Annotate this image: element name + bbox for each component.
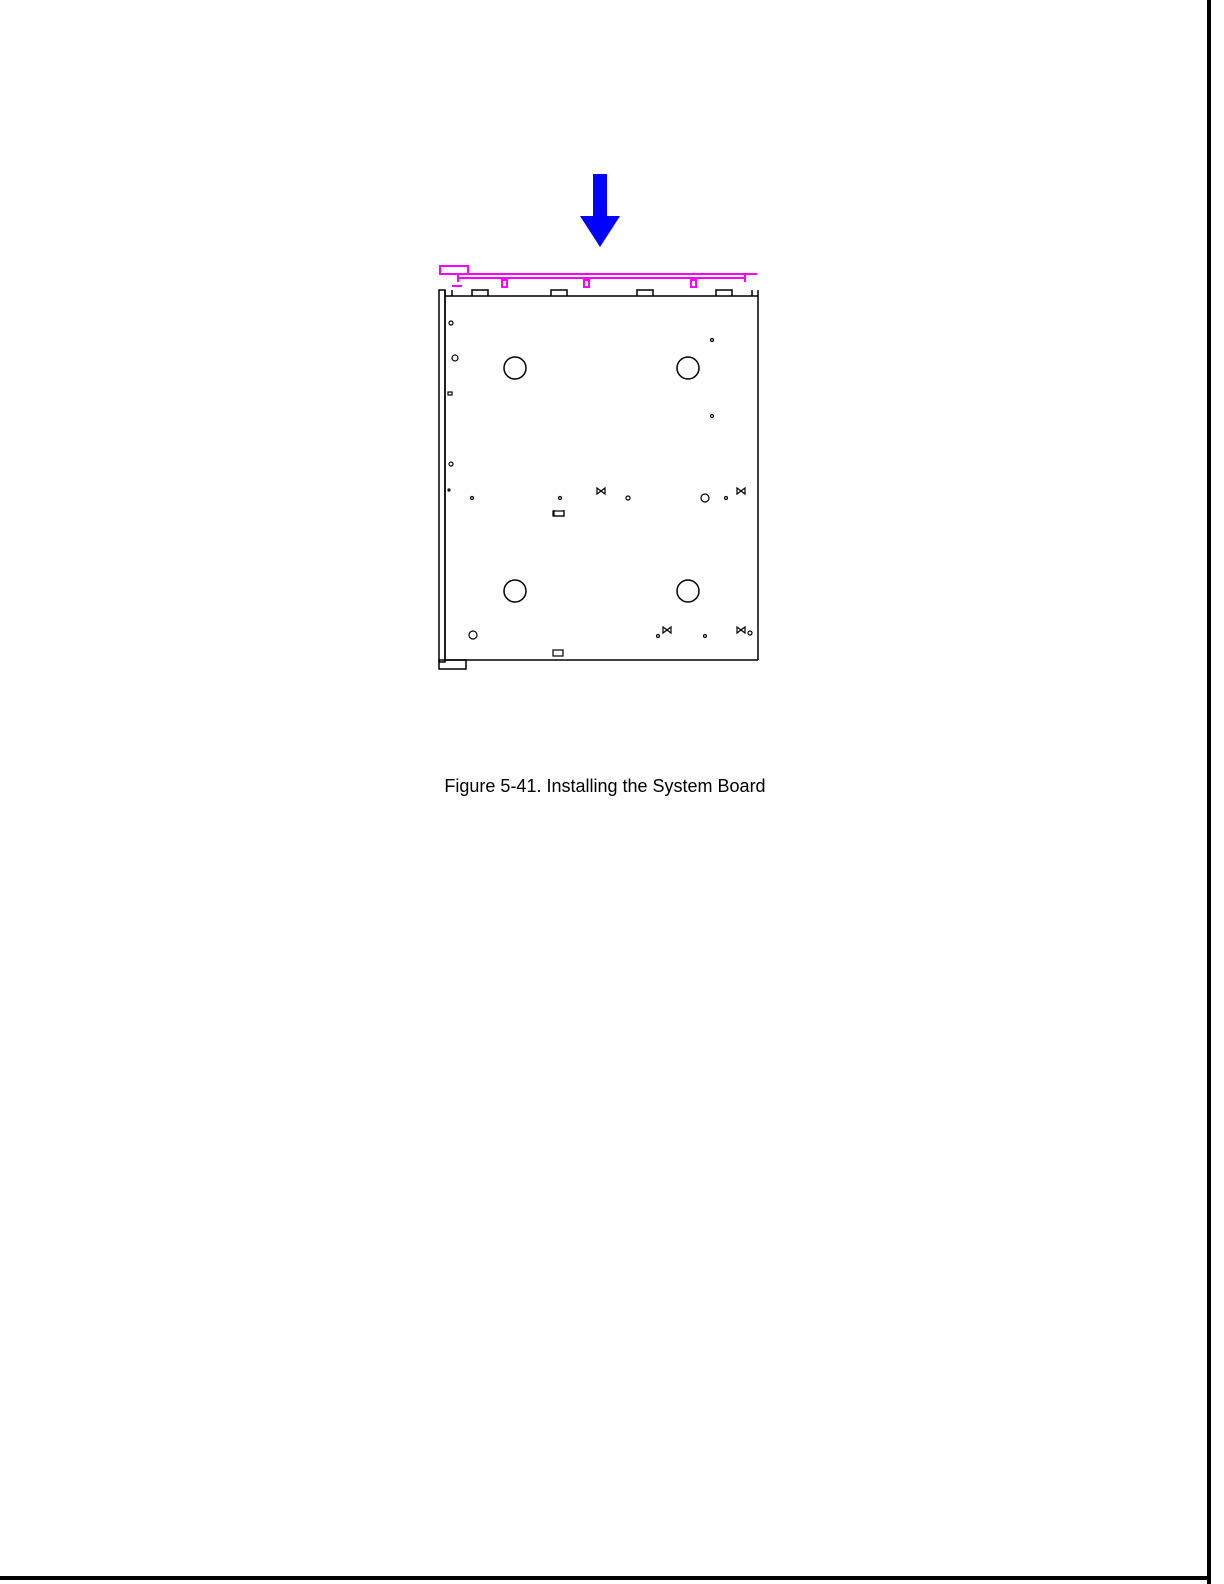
system-board-illustration [430, 170, 770, 680]
down-arrow-icon [580, 174, 620, 247]
figure-caption: Figure 5-41. Installing the System Board [444, 776, 766, 796]
page-border-bottom [0, 1576, 1211, 1580]
small-fastener-points [448, 321, 752, 656]
system-board-highlight [440, 266, 757, 287]
mounting-holes [504, 357, 699, 602]
chassis-outline [439, 290, 758, 669]
